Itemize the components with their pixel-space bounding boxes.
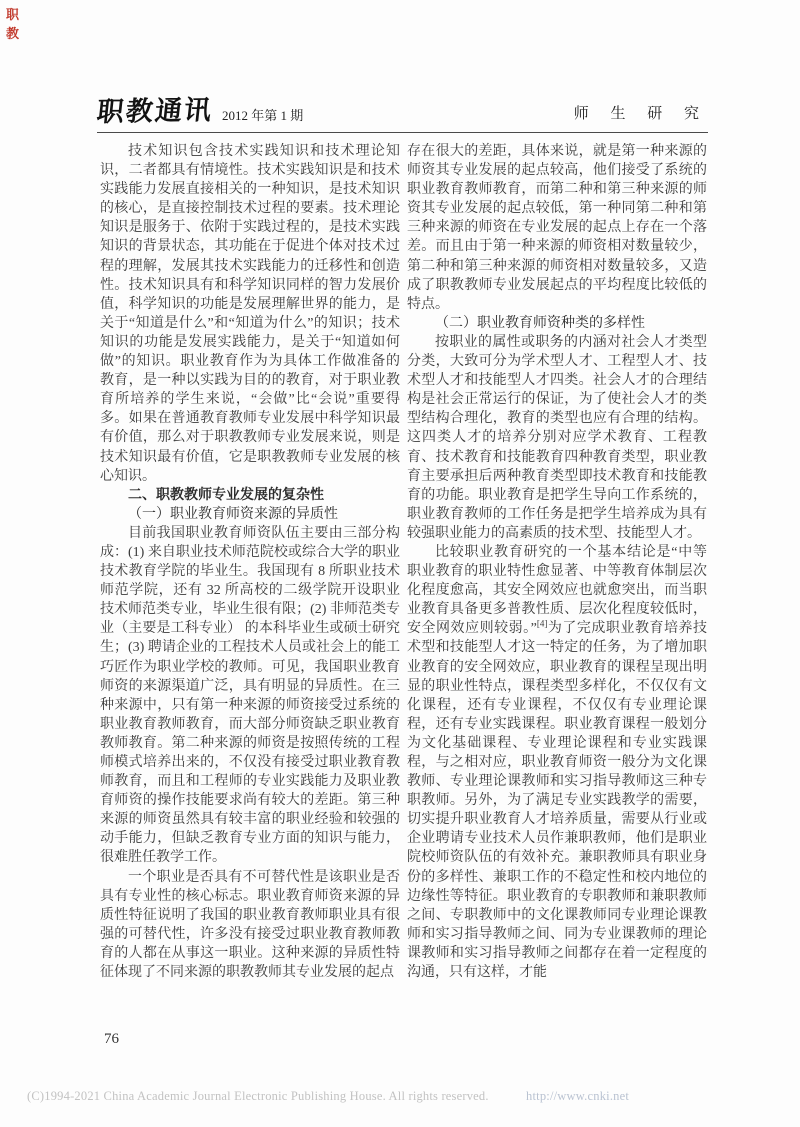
copyright-text: (C)1994-2021 China Academic Journal Electronic Publishing House. All rights reserved. bbox=[27, 1089, 489, 1103]
paragraph-text: 为了完成职业教育培养技术型和技能型人才这一特定的任务，为了增加职业教育的安全网效应，职业教育的课程呈现出明显的职业性特点，课程类型多样化，不仅仅有文化课程，还有专业课程，不仅仅有专业理论课程，还有专业实践课程。职业教育课程一般划分为文化基础课程、专业理论课程和专业实践课程，与之相对应，职业教育师资一般分为文化课教师、专业理论课教师和实习指导教师这三种专职教师。另外，为了满足专业实践教学的需要，切实提升职业教育人才培养质量，需要从行业或企业聘请专业技术人员作兼职教师，他们是职业院校师资队伍的有效补充。兼职教师具有职业身份的多样性、兼职工作的不稳定性和校内地位的边缘性等特征。职业教育的专职教师和兼职教师之间、专职教师中的文化课教师同专业理论课教师和实习指导教师之间、同为专业课教师的理论课教师和实习指导教师之间都存在着一定程度的沟通，只有这样，才能 bbox=[407, 621, 707, 981]
article-body bbox=[100, 142, 707, 982]
page-footer bbox=[27, 1089, 629, 1104]
paragraph-text: 比较职业教育研究的一个基本结论是“中等职业教育的职业特性愈显著、中等教育体制层次化程度愈高，其安全网效应也就愈突出，而当职业教育具备更多普教性质、层次化程度较低时，安全网效应则较弱。” bbox=[407, 544, 707, 637]
right-column bbox=[407, 142, 707, 982]
red-stamp-glyph-icon: 职 bbox=[6, 7, 20, 22]
header-divider bbox=[97, 132, 708, 133]
section-title: 师 生 研 究 bbox=[573, 106, 708, 122]
journal-logo: 职教通讯 bbox=[95, 94, 215, 128]
section-heading: 二、职教教师专业发展的复杂性 bbox=[128, 487, 324, 503]
subsection-heading: （二）职业教育师资种类的多样性 bbox=[435, 315, 645, 331]
paragraph: 按职业的属性或职务的内涵对社会人才类型分类，大致可分为学术型人才、工程型人才、技术型人才和技能型人才四类。社会人才的合理结构是社会正常运行的保证，为了使社会人才的类型结构合理化，教育的类型也应有合理的结构。这四类人才的培养分别对应学术教育、工程教育、技术教育和技能教育四种教育类型，职业教育主要承担后两种教育类型即技术教育和技能教育的功能。职业教育是把学生导向工作系统的，职业教育教师的工作任务是把学生培养成为具有较强职业能力的高素质的技术型、技能型人才。 bbox=[407, 334, 707, 541]
paragraph: 目前我国职业教育师资队伍主要由三部分构成：(1) 来自职业技术师范院校或综合大学的职业技术教育学院的毕业生。我国现有 8 所职业技术师范学院，还有 32 所高校的二级学院开设职业技术师范类专业，毕业生很有限；(2) 非师范类专业（主要是工科专业） 的本科毕业生或硕士研究生；(3) 聘请企业的工程技术人员或社会上的能工巧匠作为职业学校的教师。可见，我国职业教育师资的来源渠道广泛，具有明显的异质性。在三种来源中，只有第一种来源的师资接受过系统的职业教育教师教育，而大部分师资缺乏职业教育教师教育。第二种来源的师资是按照传统的工程师模式培养出来的，不仅没有接受过职业教育教师教育，而且和工程师的专业实践能力及职业教育师资的操作技能要求尚有较大的差距。第三种来源的师资虽然具有较丰富的职业经验和较强的动手能力，但缺乏教育专业方面的知识与能力，很难胜任教学工作。 bbox=[100, 525, 400, 866]
paragraph: 存在很大的差距，具体来说，就是第一种来源的师资其专业发展的起点较高，他们接受了系统的职业教育教师教育，而第二种和第三种来源的师资其专业发展的起点较低，第一种同第二种和第三种来源的师资在专业发展的起点上存在一个落差。而且由于第一种来源的师资相对数量较少，第二种和第三种来源的师资相对数量较多，又造成了职教教师专业发展起点的平均程度比较低的特点。 bbox=[407, 144, 707, 312]
page-number: 76 bbox=[104, 1031, 119, 1047]
paragraph: 技术知识包含技术实践知识和技术理论知识，二者都具有情境性。技术实践知识是和技术实践能力发展直接相关的一种知识，是技术知识的核心，是直接控制技术过程的要素。技术理论知识是服务于、依附于实践过程的，是技术实践知识的背景状态，其功能在于促进个体对技术过程的理解，发展其技术实践能力的迁移性和创造性。技术知识具有和科学知识同样的智力发展价值，科学知识的功能是发展理解世界的能力，是关于“知道是什么”和“知道为什么”的知识；技术知识的功能是发展实践能力，是关于“知道如何做”的知识。职业教育作为为具体工作做准备的教育，是一种以实践为目的的教育，对于职业教育所培养的学生来说，“会做”比“会说”重要得多。如果在普通教育教师专业发展中科学知识最有价值，那么对于职教教师专业发展来说，则是技术知识最有价值，它是职教教师专业发展的核心知识。 bbox=[100, 144, 400, 484]
paragraph bbox=[407, 543, 707, 982]
issue-label: 2012 年第 1 期 bbox=[222, 108, 304, 123]
red-stamp-glyph-icon: 教 bbox=[6, 25, 20, 41]
footer-url: http://www.cnki.net bbox=[526, 1089, 630, 1103]
paragraph: 一个职业是否具有不可替代性是该职业是否具有专业性的核心标志。职业教育师资来源的异质性特征说明了我国的职业教育教师职业具有很强的可替代性，许多没有接受过职业教育教师教育的人都在从事这一职业。这种来源的异质性特征体现了不同来源的职教教师其专业发展的起点 bbox=[100, 869, 400, 981]
red-stamp-marks bbox=[6, 8, 19, 42]
header-row bbox=[95, 94, 708, 128]
subsection-heading: （一）职业教育师资来源的异质性 bbox=[128, 506, 338, 522]
citation-marker: [4] bbox=[536, 618, 548, 629]
left-column bbox=[100, 142, 400, 982]
page-header bbox=[95, 94, 708, 133]
